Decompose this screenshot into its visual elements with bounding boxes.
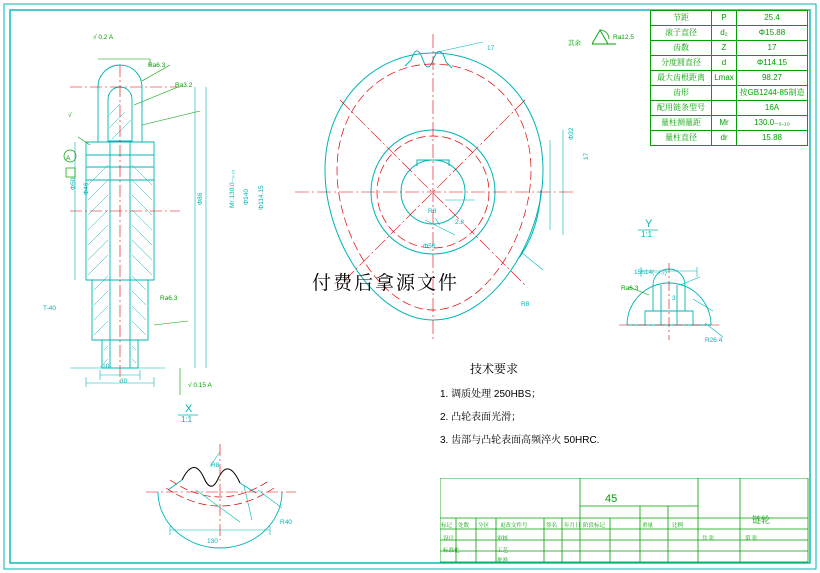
param-name: 量柱测量距 — [651, 116, 712, 131]
dimension-text: 3 — [672, 295, 676, 302]
param-symbol: Lmax — [712, 71, 737, 86]
dimension-text: Ra6.3 — [148, 62, 166, 69]
detail-x-underline — [178, 414, 200, 416]
title-block-cell: 标准化 — [443, 548, 460, 554]
param-value: 25.4 — [737, 11, 808, 26]
dimension-text: 130 — [207, 538, 218, 545]
detail-x-label: X — [185, 403, 193, 415]
title-block-cell: 阶段标记 — [583, 523, 606, 529]
dimension-text: 15h14(₋₀.₂) — [634, 269, 667, 276]
dimension-text: R8 — [428, 208, 437, 215]
table-row — [651, 26, 808, 41]
dimension-text: -10- — [100, 363, 112, 370]
title-block-cell: 工艺 — [497, 548, 509, 554]
dimension-text: Φ114.15 — [258, 185, 265, 210]
detail-view-x — [140, 430, 320, 555]
param-symbol: P — [712, 11, 737, 26]
dimension-text: Φ32 — [568, 127, 575, 140]
title-block-row-label: 更改文件号 — [500, 523, 528, 529]
dimension-text: Ra6.3 — [621, 285, 639, 292]
title-block-row-label: 标记 — [441, 523, 453, 529]
dimension-text: R40 — [280, 519, 292, 526]
param-symbol: d₂ — [712, 26, 737, 41]
material-label: 45 — [605, 493, 618, 505]
technical-requirement-item: 2. 凸轮表面光滑； — [440, 412, 522, 423]
dimension-text: R8 — [521, 301, 530, 308]
dimension-text: Ra3.2 — [175, 82, 193, 89]
table-row — [651, 86, 808, 101]
param-name: 量柱直径 — [651, 131, 712, 146]
param-name: 配用链条型号 — [651, 101, 712, 116]
dimension-text: 17 — [487, 45, 495, 52]
param-value: 98.27 — [737, 71, 808, 86]
front-sprocket-view — [285, 20, 585, 370]
dimension-text: √ 0.2 A — [93, 34, 114, 41]
dimension-text: T-40 — [43, 305, 57, 312]
part-name-label: 链轮 — [752, 515, 771, 525]
param-value: 按GB1244-85制造 — [737, 86, 808, 101]
dimension-text: Ra6.3 — [160, 295, 178, 302]
technical-requirement-item: 1. 调质处理 250HBS； — [440, 389, 542, 400]
title-block-row-label: 处数 — [458, 523, 470, 529]
technical-requirements-title: 技术要求 — [470, 362, 519, 376]
detail-y-scale: 1:1 — [641, 230, 653, 239]
watermark-text: 付费后拿源文件 — [312, 273, 460, 294]
title-block-row-label: 分区 — [478, 523, 490, 529]
dimension-text: 2.8 — [455, 219, 465, 226]
param-symbol: Mr — [712, 116, 737, 131]
param-name: 最大齿根距离 — [651, 71, 712, 86]
dimension-text: A — [66, 155, 71, 162]
title-block-cell: 批准 — [497, 558, 509, 564]
dimension-text: 30 — [120, 378, 128, 385]
param-value: 130.0₋₀.₁₀ — [737, 116, 808, 131]
param-symbol — [712, 86, 737, 101]
dimension-text: R26.4 — [705, 337, 723, 344]
table-row — [651, 41, 808, 56]
dimension-text: Φ86 — [197, 192, 204, 205]
technical-requirement-item: 3. 齿部与凸轮表面高频淬火 50HRC. — [440, 435, 600, 446]
detail-y-underline — [638, 229, 660, 231]
table-row — [651, 71, 808, 86]
dimension-text: √ — [68, 112, 72, 119]
param-name: 齿形 — [651, 86, 712, 101]
param-name: 滚子直径 — [651, 26, 712, 41]
param-value: Φ15.88 — [737, 26, 808, 41]
title-block-row-label: 年月日 — [564, 523, 581, 529]
title-block-cell: 审核 — [497, 536, 509, 542]
param-value: Φ114.15 — [737, 56, 808, 71]
param-value: 17 — [737, 41, 808, 56]
dimension-text: Φ50 — [423, 243, 436, 250]
table-row — [651, 131, 808, 146]
param-symbol: Z — [712, 41, 737, 56]
table-row — [651, 116, 808, 131]
param-symbol: dr — [712, 131, 737, 146]
dimension-text: Φ46 — [83, 182, 90, 195]
param-name: 齿数 — [651, 41, 712, 56]
param-name: 分度圆直径 — [651, 56, 712, 71]
table-row — [651, 11, 808, 26]
title-block-row-label: 签名 — [546, 523, 558, 529]
title-block-cell: 重量 — [642, 523, 654, 529]
param-name: 节距 — [651, 11, 712, 26]
param-symbol — [712, 101, 737, 116]
dimension-text: 其余 — [568, 40, 581, 47]
dimension-text: Φ140 — [243, 188, 250, 205]
detail-y-label: Y — [645, 218, 653, 230]
detail-x-scale: 1:1 — [181, 415, 193, 424]
title-block-cell: 比例 — [672, 523, 684, 529]
param-value: 16A — [737, 101, 808, 116]
table-row — [651, 56, 808, 71]
dimension-text: R8 — [211, 462, 220, 469]
table-row — [651, 101, 808, 116]
param-value: 15.88 — [737, 131, 808, 146]
dimension-text: Ra12.5 — [613, 34, 634, 41]
title-block-cell: 第 张 — [745, 536, 758, 542]
parameter-table — [650, 10, 808, 146]
left-section-view — [30, 25, 230, 395]
dimension-text: √ 0.15 A — [188, 382, 212, 389]
title-block-cell: 共 张 — [702, 536, 715, 542]
param-symbol: d — [712, 56, 737, 71]
title-block-cell: 设计 — [443, 536, 455, 542]
dimension-text: Mr 130.0₋₀.₁₀ — [229, 169, 236, 208]
dimension-text: 17 — [583, 152, 590, 160]
dimension-text: Φ50 — [70, 177, 77, 190]
